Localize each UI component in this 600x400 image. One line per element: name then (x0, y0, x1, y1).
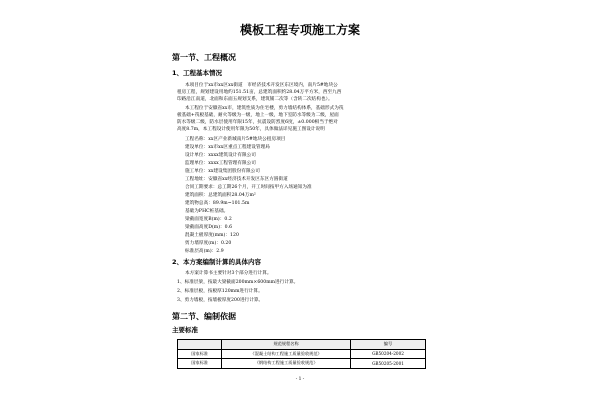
info-line: 梁截面宽度B(m)：0.2 (185, 217, 232, 222)
table-header-cell: 规范规程名称 (222, 340, 351, 350)
info-line: 基础为PHC桩基础。 (185, 209, 229, 214)
document-title: 模板工程专项施工方案 (239, 23, 360, 37)
info-line: 建设单位：xx市xx区重点工程建设管理局 (185, 145, 270, 150)
section2-heading: 第二节、编制依据 (172, 312, 236, 321)
table-cell: 国家标准 (178, 349, 222, 359)
section1-heading: 第一节、工程概况 (172, 53, 236, 62)
table-header-cell: 编号 (350, 340, 425, 350)
para2-line: 防水等级二级，防水层使用年限15年，抗震设防烈度6度，±0.000相当于绝对 (177, 120, 338, 125)
list-item: 3、剪力墙板，按墙板厚度200进行计算。 (177, 298, 264, 303)
table-cell: GB50204-2002 (350, 349, 425, 359)
list-item: 1、标准层梁，按最大梁截面200mm×600mm进行计算。 (177, 280, 299, 285)
info-line: 混凝土板厚度(mm)：120 (185, 233, 239, 238)
table-header-row (178, 340, 426, 350)
para2-line: 板基础+筏板基础，耐火等级为一级，地上一级，地下室防水等级为二级，屋面 (177, 113, 339, 118)
info-line: 合同工期要求：总工期26个月，开工时间按甲方入场通知为准 (185, 185, 312, 190)
info-line: 建筑面积：总建筑面积28.04万m² (185, 193, 256, 198)
info-line: 梁截面高度D(m)：0.6 (185, 225, 233, 230)
table-row (178, 359, 426, 369)
list-item: 2、标准层板，按板厚120mm进行计算。 (177, 289, 263, 294)
sub1-heading: 1、工程基本情况 (172, 69, 223, 77)
para1-line: 本项目位于xx市xx区xx街道 市经济技术开发区东区境内，南片5#地块公 (185, 83, 338, 88)
info-line: 建筑物总高：89.9m~101.5m (185, 201, 250, 206)
info-line: 剪力墙厚度(m)：0.20 (185, 241, 232, 246)
table-cell: 《钢结构工程施工质量验收规范》 (222, 359, 351, 369)
table-cell: 《混凝土结构工程施工质量验收规范》 (222, 349, 351, 359)
para1-line: 租房工程，规划建设用地约151.51亩，总建筑面积约28.04万平方米，西至九西 (177, 90, 342, 95)
table-cell: 国家标准 (178, 359, 222, 369)
para2-line: 本工程位于安徽省xx市，建筑性质为住宅楼，剪力墙结构体系，基础形式为筏 (185, 106, 344, 111)
table-header-cell (178, 340, 222, 350)
info-line: 施工单位：xx建设集团股份有限公司 (185, 169, 260, 174)
para2-line: 高度8.7m，本工程设计使用年限为50年，具体做法详见施工图设计说明 (177, 127, 325, 132)
info-line: 标准层高(m)：2.9 (185, 249, 224, 254)
table-row (178, 349, 426, 359)
table-cell: GB50205-2001 (350, 359, 425, 369)
info-line: 设计单位：xxxx建筑设计有限公司 (185, 153, 256, 158)
info-line: 监理单位：xxxx工程管理有限公司 (185, 161, 256, 166)
standards-table (177, 339, 426, 369)
page-number: - 1 - (295, 377, 305, 382)
sub3-heading: 主要标准 (172, 326, 198, 334)
sub2-heading: 2、本方案编制计算的具体内容 (172, 258, 262, 266)
info-line: 工程名称：xx区产业新城南片5#地块公租房项目 (185, 137, 286, 142)
para1-line: 印路沿江南道，北面和东面五规划支系，建筑铺二次等（含转二次结构也）。 (177, 97, 333, 102)
info-line: 工程地址：安徽省xx经济技术开发区东区方圆街道 (185, 177, 288, 182)
para3: 本方案计算书主要针对3个部分进行计算。 (185, 271, 272, 276)
